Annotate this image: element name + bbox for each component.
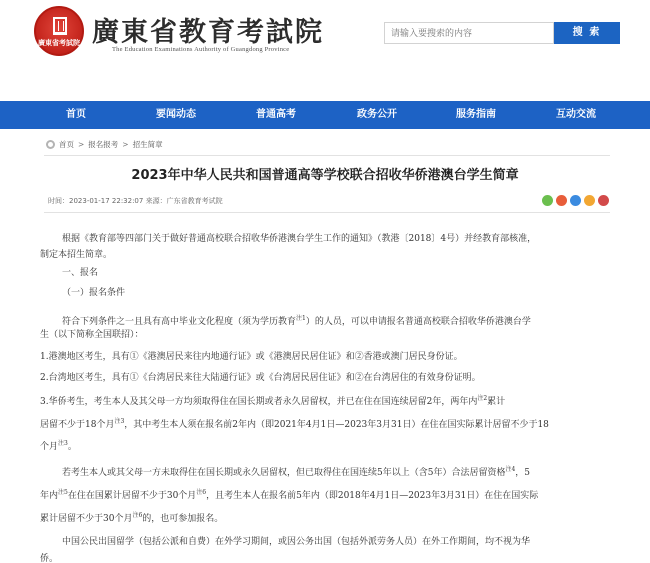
weibo-share-icon[interactable] <box>556 195 567 206</box>
nav-item-government[interactable]: 政务公开 <box>357 109 397 120</box>
paragraph <box>62 312 632 329</box>
text: 居留不少于18个月 <box>40 420 115 430</box>
breadcrumb-separator: > <box>122 139 129 149</box>
paragraph <box>62 463 632 480</box>
site-title[interactable]: 廣東省教育考試院 <box>92 17 324 48</box>
text: ，5 <box>515 468 531 478</box>
breadcrumb-home[interactable]: 首页 <box>59 139 74 149</box>
nav-item-news[interactable]: 要闻动态 <box>156 109 196 120</box>
footnote-link[interactable]: 注2 <box>477 395 488 402</box>
logo-text: 廣東省考試院 <box>38 38 80 47</box>
footnote-link[interactable]: 注3 <box>58 440 68 447</box>
text: 若考生本人或其父母一方未取得住在国长期或永久居留权，但已取得住在国连续5年以上（含5年）合法居留资格 <box>62 468 506 478</box>
footnote-link[interactable]: 注4 <box>505 466 516 473</box>
text: 在住在国累计居留不少于30个月 <box>67 491 197 501</box>
paragraph: 生（以下简称全国联招）： <box>40 330 144 340</box>
more-share-icon[interactable] <box>598 195 609 206</box>
paragraph <box>40 486 610 503</box>
article-title: 2023年中华人民共和国普通高等学校联合招收华侨港澳台学生简章 <box>131 168 519 183</box>
site-header <box>0 0 650 100</box>
footnote-link[interactable]: 注5 <box>58 489 68 496</box>
footnote-link[interactable]: 注6 <box>196 489 207 496</box>
paragraph <box>40 437 610 454</box>
meta-divider <box>44 212 610 213</box>
paragraph: 制定本招生简章。 <box>40 250 113 260</box>
paragraph <box>40 415 610 432</box>
wechat-share-icon[interactable] <box>542 195 553 206</box>
paragraph: 1.港澳地区考生，具有①《港澳居民来往内地通行证》或《港澳居民居住证》和②香港或澳门居民身份证。 <box>40 352 463 362</box>
book-icon <box>53 17 67 35</box>
home-icon <box>46 140 55 149</box>
breadcrumb-registration[interactable]: 报名报考 <box>88 139 119 149</box>
text: ，且考生本人在报名前5年内（即2018年4月1日—2023年3月31日）在住在国实际 <box>206 491 539 501</box>
text: 3.华侨考生，考生本人及其父母一方均须取得住在国长期或者永久居留权，并已在住在国连续居留2年，两年内 <box>40 397 478 407</box>
paragraph: 侨。 <box>40 554 59 563</box>
text: ）的人员，可以申请报名普通高校联合招收华侨港澳台学 <box>305 317 531 327</box>
paragraph <box>40 509 610 526</box>
breadcrumb-admissions[interactable]: 招生简章 <box>132 139 163 149</box>
section-heading: 一、报名 <box>62 268 99 278</box>
paragraph: 2.台湾地区考生，具有①《台湾居民来往大陆通行证》或《台湾居民居住证》和②在台湾居住的有效身份证明。 <box>40 373 481 383</box>
breadcrumb-separator: > <box>78 139 85 149</box>
nav-item-interaction[interactable]: 互动交流 <box>556 109 596 120</box>
text: 累计居留不少于30个月 <box>40 514 133 524</box>
site-subtitle: The Education Examinations Authority of Guangdong Province <box>112 46 290 53</box>
nav-item-gaokao[interactable]: 普通高考 <box>256 109 296 120</box>
paragraph: 根据《教育部等四部门关于做好普通高校联合招收华侨港澳台学生工作的通知》（教港〔2018〕4号）并经教育部核准， <box>62 234 537 244</box>
search-input[interactable] <box>391 28 547 38</box>
footnote-link[interactable]: 注3 <box>114 418 125 425</box>
search-box[interactable] <box>384 22 554 44</box>
text: 年内 <box>40 491 59 501</box>
breadcrumb <box>46 137 163 151</box>
text: 的，也可参加报名。 <box>142 514 224 524</box>
paragraph: 中国公民出国留学（包括公派和自费）在外学习期间，或因公务出国（包括外派劳务人员）在外工作期间，均不视为华 <box>62 537 531 547</box>
qq-share-icon[interactable] <box>570 195 581 206</box>
search-button[interactable]: 搜 索 <box>554 22 620 44</box>
text: 个月 <box>40 442 59 452</box>
nav-item-service[interactable]: 服务指南 <box>456 109 496 120</box>
footnote-link[interactable]: 注6 <box>132 512 143 519</box>
paragraph <box>40 392 610 409</box>
qzone-share-icon[interactable] <box>584 195 595 206</box>
breadcrumb-divider <box>44 155 610 156</box>
text: 累计 <box>487 397 506 407</box>
nav-item-home[interactable]: 首页 <box>66 109 86 120</box>
logo-seal-icon[interactable] <box>34 6 84 56</box>
text: 。 <box>67 442 77 452</box>
article-meta: 时间：2023-01-17 22:32:07 来源：广东省教育考试院 <box>48 197 223 205</box>
text: ，其中考生本人须在报名前2年内（即2021年4月1日—2023年3月31日）在住在国实际累计居留不少于18 <box>124 420 549 430</box>
subsection-heading: （一）报名条件 <box>62 288 126 298</box>
text: 符合下列条件之一且具有高中毕业文化程度（须为学历教育 <box>62 317 297 327</box>
main-nav <box>0 101 650 129</box>
footnote-link[interactable]: 注1 <box>296 315 306 322</box>
